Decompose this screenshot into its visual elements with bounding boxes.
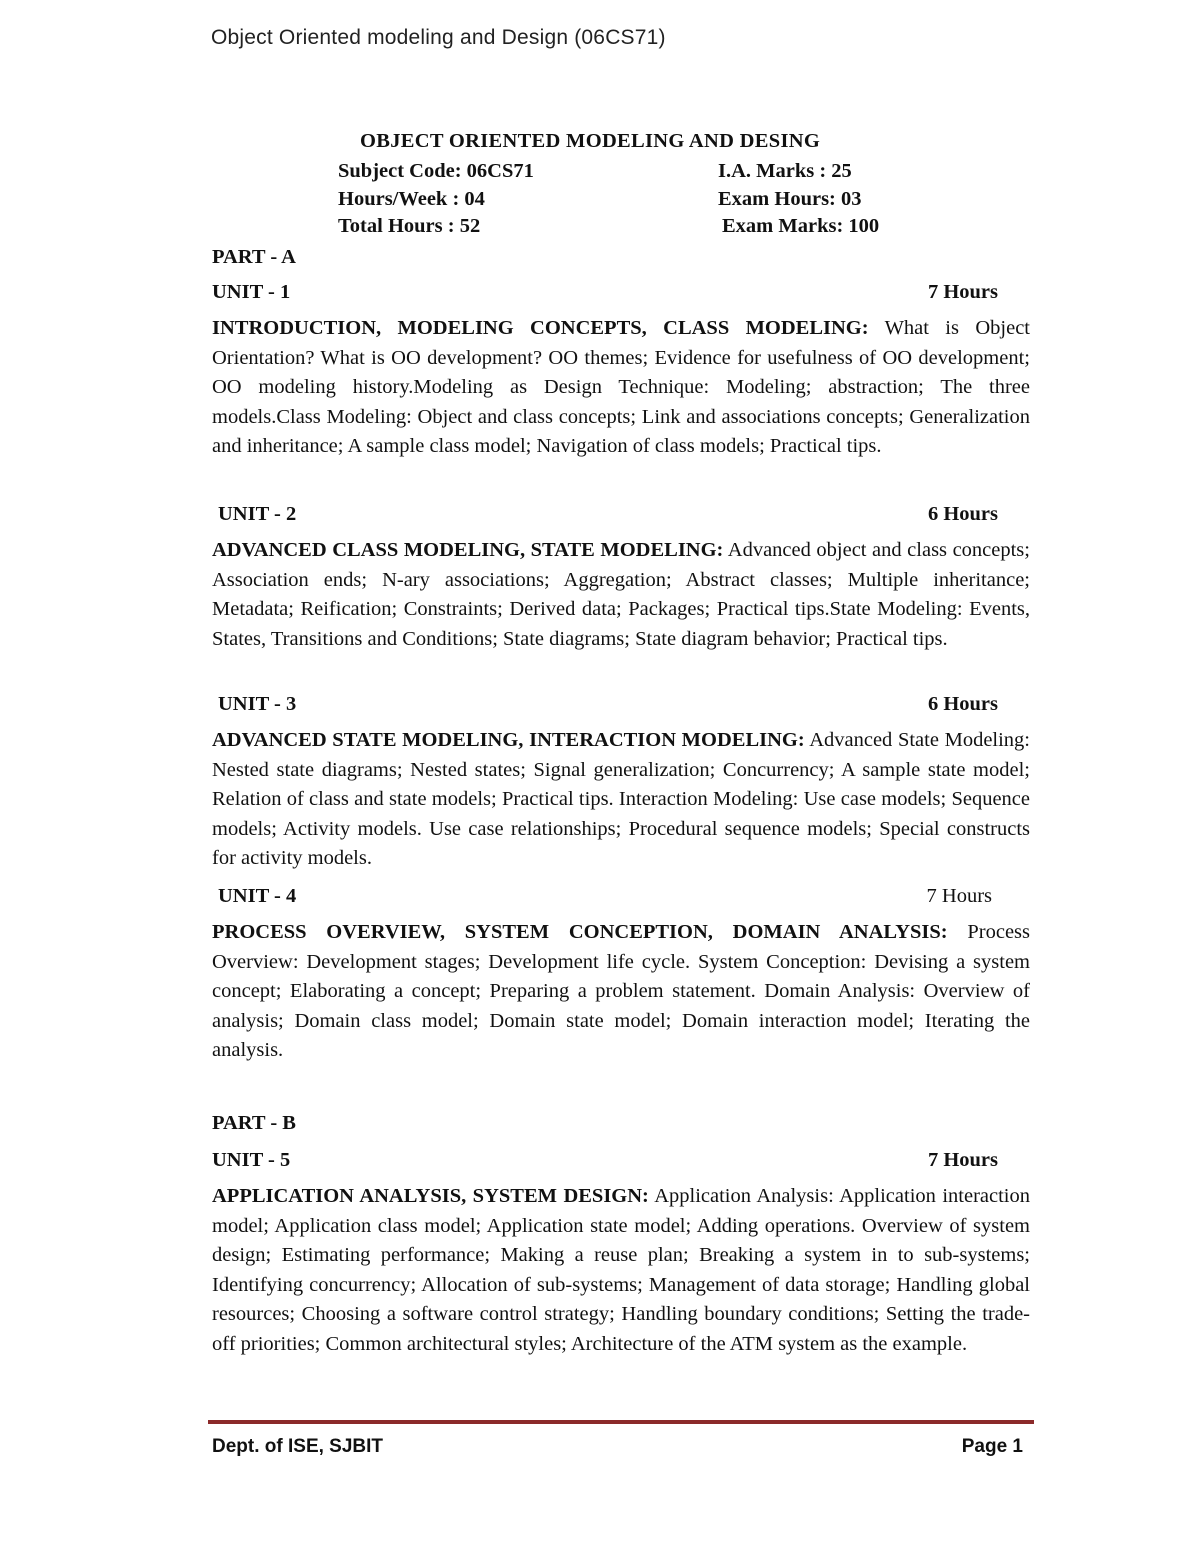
- exam-marks: Exam Marks: 100: [722, 215, 880, 237]
- footer-dept: Dept. of ISE, SJBIT: [212, 1436, 384, 1457]
- unit-heading: INTRODUCTION, MODELING CONCEPTS, CLASS MODELING:: [212, 317, 869, 339]
- unit-hours: 7 Hours: [927, 1149, 998, 1171]
- unit-hours: 6 Hours: [927, 503, 998, 525]
- unit-label: UNIT - 1: [212, 281, 291, 303]
- unit-2-content: [212, 536, 1030, 654]
- unit-2-header: [218, 503, 998, 527]
- unit-label: UNIT - 2: [218, 503, 297, 525]
- footer-rule: [208, 1420, 1034, 1424]
- unit-body: What is Object Orientation? What is OO development? OO themes; Evidence for usefulness of OO development; OO modeling history.Modeling as Design Technique: Modeling; abstraction; The three models.Class Modeling: Object and class concepts; Link and associations concepts; Generalization and inheritance; A sample class model; Navigation of class models; Practical tips.: [212, 317, 1030, 458]
- unit-body: Advanced object and class concepts; Association ends; N-ary associations; Aggregation; Abstract classes; Multiple inheritance; Metadata; Reification; Constraints; Derived data; Packages; Practical tips.State Modeling: Events, States, Transitions and Conditions; State diagrams; State diagram behavior; Practical tips.: [212, 539, 1030, 650]
- unit-heading: PROCESS OVERVIEW, SYSTEM CONCEPTION, DOMAIN ANALYSIS:: [212, 921, 948, 943]
- unit-heading: ADVANCED STATE MODELING, INTERACTION MODELING:: [212, 729, 805, 751]
- unit-body: Advanced State Modeling: Nested state diagrams; Nested states; Signal generalization; Concurrency; A sample state model; Relation of class and state models; Practical tips. Interaction Modeling: Use case models; Sequence models; Activity models. Use case relationships; Procedural sequence models; Special constructs for activity models.: [212, 729, 1031, 870]
- exam-hours: Exam Hours: 03: [718, 188, 862, 210]
- unit-5-content: [212, 1182, 1030, 1360]
- running-header: Object Oriented modeling and Design (06CS71): [211, 26, 666, 49]
- total-hours: Total Hours : 52: [338, 215, 481, 237]
- unit-4-content: [212, 918, 1030, 1066]
- unit-3-content: [212, 726, 1030, 874]
- unit-5-header: [212, 1149, 998, 1173]
- unit-heading: ADVANCED CLASS MODELING, STATE MODELING:: [212, 539, 724, 561]
- unit-hours: 7 Hours: [927, 281, 998, 303]
- unit-body: Process Overview: Development stages; Development life cycle. System Conception: Devising a system concept; Elaborating a concept; Preparing a problem statement. Domain Analysis: Overview of analysis; Domain class model; Domain state model; Domain interaction model; Iterating the analysis.: [212, 921, 1030, 1062]
- unit-1-header: [212, 281, 998, 305]
- syllabus-title: OBJECT ORIENTED MODELING AND DESING: [360, 130, 821, 152]
- unit-3-header: [218, 693, 998, 717]
- page-number: Page 1: [961, 1436, 1023, 1457]
- unit-label: UNIT - 3: [218, 693, 297, 715]
- part-b-heading: PART - B: [212, 1112, 296, 1134]
- hours-per-week: Hours/Week : 04: [338, 188, 485, 210]
- unit-hours: 6 Hours: [927, 693, 998, 715]
- unit-hours: 7 Hours: [926, 885, 992, 907]
- unit-label: UNIT - 4: [218, 885, 297, 907]
- unit-heading: APPLICATION ANALYSIS, SYSTEM DESIGN:: [212, 1185, 649, 1207]
- part-a-heading: PART - A: [212, 246, 296, 268]
- unit-4-header: [218, 885, 992, 909]
- subject-code: Subject Code: 06CS71: [338, 160, 534, 182]
- unit-body: Application Analysis: Application interaction model; Application class model; Application state model; Adding operations. Overview of system design; Estimating performance; Making a reuse plan; Breaking a system in to sub-systems; Identifying concurrency; Allocation of sub-systems; Management of data storage; Handling global resources; Choosing a software control strategy; Handling boundary conditions; Setting the trade-off priorities; Common architectural styles; Architecture of the ATM system as the example.: [212, 1185, 1030, 1355]
- ia-marks: I.A. Marks : 25: [718, 160, 852, 182]
- unit-1-content: [212, 314, 1030, 462]
- unit-label: UNIT - 5: [212, 1149, 291, 1171]
